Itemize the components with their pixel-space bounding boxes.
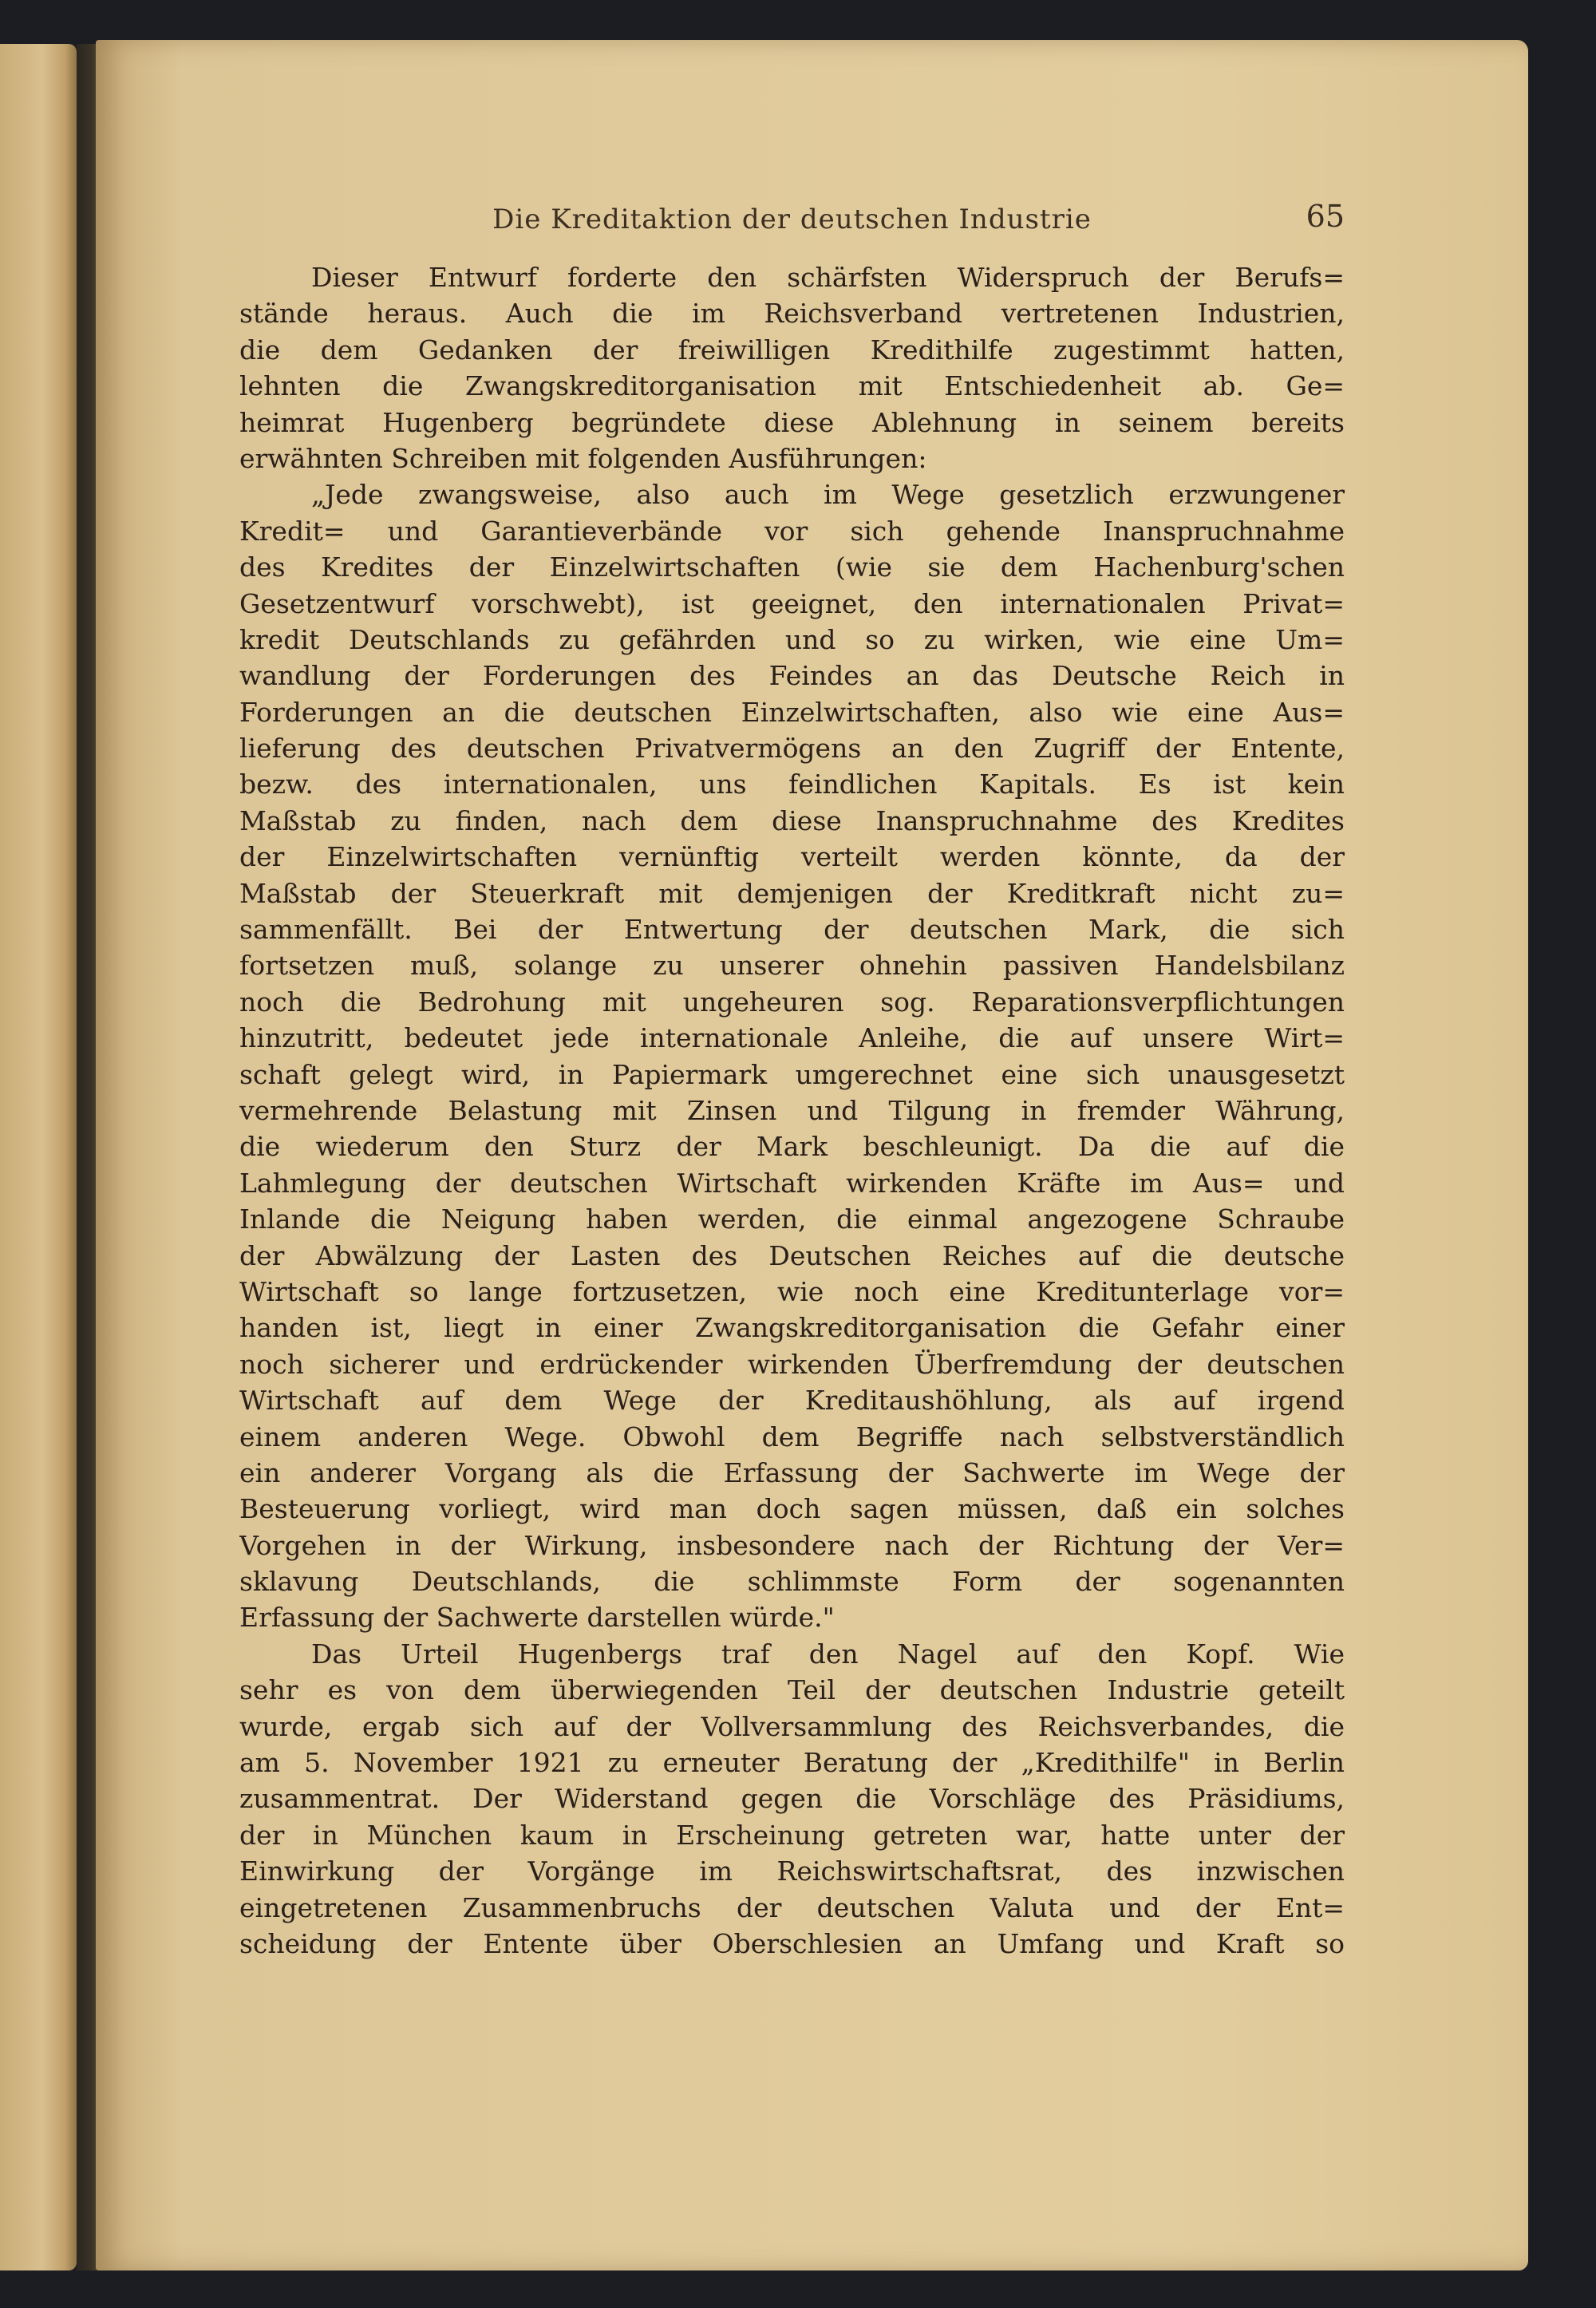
text-line: erwähnten Schreiben mit folgenden Ausführungen: [239,442,927,474]
text-line: Einwirkung der Vorgänge im Reichswirtschaftsrat, des inzwischen [239,1855,1345,1887]
text-line: lieferung des deutschen Privatvermögens an den Zugriff der Entente, [239,733,1345,765]
text-line: Maßstab zu finden, nach dem diese Inanspruchnahme des Kredites [239,804,1345,836]
text-line: hinzutritt, bedeutet jede internationale Anleihe, die auf unsere Wirt= [239,1022,1345,1054]
text-line: einem anderen Wege. Obwohl dem Begriffe nach selbstverständlich [239,1421,1345,1452]
text-line: wurde, ergab sich auf der Vollversammlung des Reichsverbandes, die [239,1710,1345,1742]
text-line: heimrat Hugenberg begründete diese Ablehnung in seinem bereits [239,406,1345,438]
text-line: die dem Gedanken der freiwilligen Kredithilfe zugestimmt hatten, [239,334,1345,366]
text-line: der Abwälzung der Lasten des Deutschen Reiches auf die deutsche [239,1239,1345,1271]
text-line: Wirtschaft auf dem Wege der Kreditaushöhlung, als auf irgend [239,1385,1345,1417]
body-text [239,259,1345,1962]
text-line: handen ist, liegt in einer Zwangskreditorganisation die Gefahr einer [239,1312,1345,1344]
text-line: Wirtschaft so lange fortzusetzen, wie noch eine Kreditunterlage vor= [239,1275,1345,1307]
text-line: Lahmlegung der deutschen Wirtschaft wirkenden Kräfte im Aus= und [239,1167,1345,1199]
text-line: Das Urteil Hugenbergs traf den Nagel auf den Kopf. Wie [311,1638,1345,1670]
text-line: Maßstab der Steuerkraft mit demjenigen der Kreditkraft nicht zu= [239,877,1345,909]
text-line: stände heraus. Auch die im Reichsverband vertretenen Industrien, [239,298,1345,330]
text-line: scheidung der Entente über Oberschlesien an Umfang und Kraft so [239,1927,1345,1959]
text-line: zusammentrat. Der Widerstand gegen die Vorschläge des Präsidiums, [239,1783,1345,1815]
text-line: sammenfällt. Bei der Entwertung der deutschen Mark, die sich [239,914,1345,946]
book-page [96,40,1528,2270]
text-line: „Jede zwangsweise, also auch im Wege gesetzlich erzwungener [311,479,1345,511]
text-line: Besteuerung vorliegt, wird man doch sagen müssen, daß ein solches [239,1493,1345,1525]
text-line: noch die Bedrohung mit ungeheuren sog. Reparationsverpflichtungen [239,986,1345,1018]
text-line: Inlande die Neigung haben werden, die einmal angezogene Schraube [239,1203,1345,1235]
text-line: fortsetzen muß, solange zu unserer ohnehin passiven Handelsbilanz [239,950,1345,982]
text-line: der Einzelwirtschaften vernünftig verteilt werden könnte, da der [239,841,1345,873]
text-line: noch sicherer und erdrückender wirkenden Überfremdung der deutschen [239,1348,1345,1380]
text-line: lehnten die Zwangskreditorganisation mit Entschiedenheit ab. Ge= [239,370,1345,402]
text-line: vermehrende Belastung mit Zinsen und Tilgung in fremder Währung, [239,1094,1345,1126]
text-line: eingetretenen Zusammenbruchs der deutschen Valuta und der Ent= [239,1891,1345,1923]
text-line: Dieser Entwurf forderte den schärfsten Widerspruch der Berufs= [311,262,1345,293]
text-line: Forderungen an die deutschen Einzelwirtschaften, also wie eine Aus= [239,696,1345,728]
page-number: 65 [1306,199,1345,234]
text-line: der in München kaum in Erscheinung getreten war, hatte unter der [239,1819,1345,1851]
text-line: Kredit= und Garantieverbände vor sich gehende Inanspruchnahme [239,515,1345,547]
text-line: schaft gelegt wird, in Papiermark umgerechnet eine sich unausgesetzt [239,1058,1345,1090]
text-line: ein anderer Vorgang als die Erfassung der Sachwerte im Wege der [239,1456,1345,1488]
text-line: sehr es von dem überwiegenden Teil der deutschen Industrie geteilt [239,1674,1345,1706]
text-line: Erfassung der Sachwerte darstellen würde." [239,1602,835,1634]
text-line: sklavung Deutschlands, die schlimmste Form der sogenannten [239,1566,1345,1598]
text-line: am 5. November 1921 zu erneuter Beratung der „Kredithilfe" in Berlin [239,1747,1345,1779]
text-line: bezw. des internationalen, uns feindlichen Kapitals. Es ist kein [239,769,1345,800]
text-line: kredit Deutschlands zu gefährden und so zu wirken, wie eine Um= [239,623,1345,655]
text-line: Vorgehen in der Wirkung, insbesondere nach der Richtung der Ver= [239,1529,1345,1561]
page-header [239,196,1345,243]
text-line: Gesetzentwurf vorschwebt), ist geeignet, den internationalen Privat= [239,587,1345,619]
text-line: die wiederum den Sturz der Mark beschleunigt. Da die auf die [239,1131,1345,1163]
text-line: des Kredites der Einzelwirtschaften (wie sie dem Hachenburg'schen [239,551,1345,583]
running-title: Die Kreditaktion der deutschen Industrie [492,204,1092,235]
text-line: wandlung der Forderungen des Feindes an das Deutsche Reich in [239,660,1345,692]
previous-page-edge [0,44,77,2270]
